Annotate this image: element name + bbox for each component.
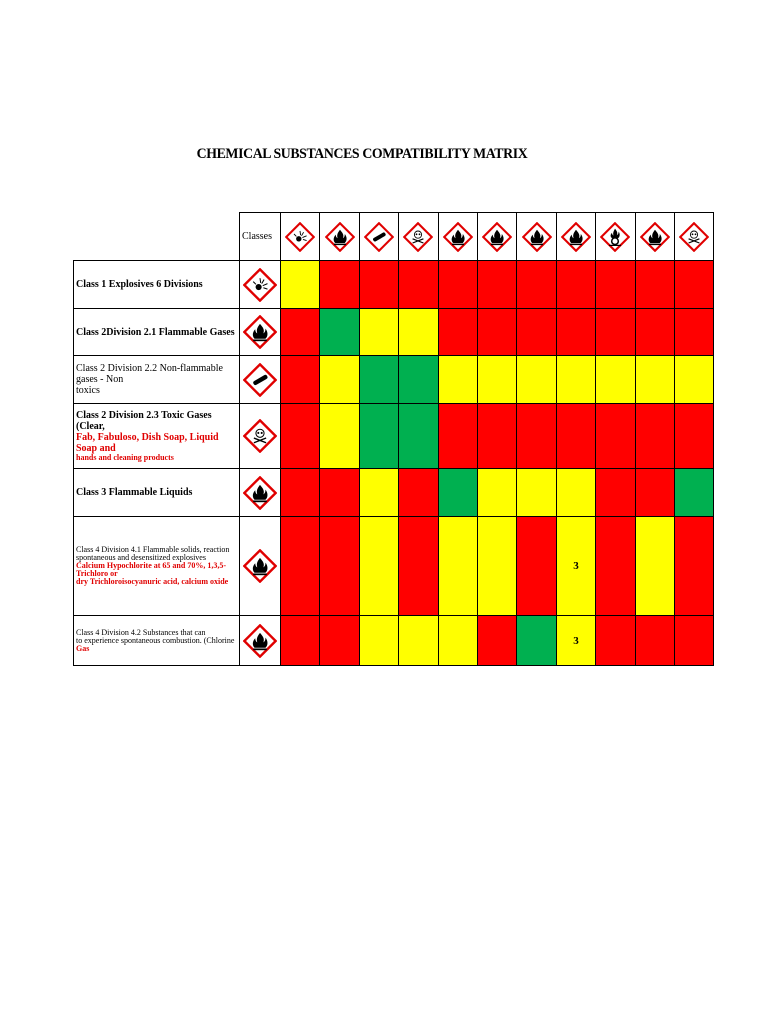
column-header-cell: [674, 212, 714, 261]
matrix-cell: [477, 308, 517, 356]
matrix-cell: [280, 615, 320, 666]
matrix-cell: [438, 308, 478, 356]
flame-icon: [443, 222, 473, 252]
row-icon-cell: [239, 403, 281, 469]
matrix-cell: [516, 516, 556, 616]
matrix-cell: [438, 403, 478, 469]
row-icon-cell: [239, 516, 281, 616]
matrix-cell: [674, 355, 714, 404]
matrix-cell: [319, 355, 359, 404]
matrix-cell: [635, 468, 675, 517]
matrix-cell: [635, 260, 675, 309]
matrix-cell: [477, 516, 517, 616]
row-label-line: Fab, Fabuloso, Dish Soap, Liquid Soap and: [76, 432, 219, 454]
matrix-cell: [319, 308, 359, 356]
row-label: [73, 355, 240, 404]
matrix-cell: [516, 403, 556, 469]
row-label: [73, 615, 240, 666]
column-header-cell: [319, 212, 359, 261]
column-header-cell: [635, 212, 675, 261]
flame-icon: [561, 222, 591, 252]
row-label-line: Class 4 Division 4.2 Substances that can: [76, 627, 206, 637]
row-icon-cell: [239, 260, 281, 309]
matrix-cell: [359, 468, 399, 517]
matrix-cell: [280, 468, 320, 517]
matrix-cell: [438, 468, 478, 517]
matrix-cell: [556, 516, 596, 616]
row-label-line: hands and cleaning products: [76, 453, 174, 462]
matrix-cell: [516, 355, 556, 404]
row-label-line: dry Trichloroisocyanuric acid, calcium oxide: [76, 577, 229, 586]
matrix-cell: [280, 516, 320, 616]
matrix-cell: [556, 355, 596, 404]
row-icon-cell: [239, 355, 281, 404]
matrix-cell: [477, 615, 517, 666]
row-label-line: Calcium Hypochlorite at 65 and 70%, 1,3,5-Trichloro or: [76, 561, 226, 578]
skull-crossbones-icon: [403, 222, 433, 252]
matrix-cell: [398, 260, 438, 309]
column-header-cell: [280, 212, 320, 261]
matrix-cell: [280, 260, 320, 309]
gas-cylinder-icon: [243, 363, 277, 397]
matrix-cell: [398, 516, 438, 616]
flame-icon: [522, 222, 552, 252]
page-title: CHEMICAL SUBSTANCES COMPATIBILITY MATRIX: [196, 146, 528, 162]
matrix-cell: [674, 308, 714, 356]
matrix-cell: [359, 260, 399, 309]
column-header-cell: [359, 212, 399, 261]
matrix-cell: [595, 355, 635, 404]
matrix-cell: [674, 615, 714, 666]
row-label-line: Class 1 Explosives 6 Divisions: [76, 279, 203, 290]
row-label-line: Class 3 Flammable Liquids: [76, 487, 193, 498]
row-label-line: Class 2Division 2.1 Flammable Gases: [76, 326, 235, 338]
row-label: [73, 308, 240, 356]
matrix-cell: [635, 308, 675, 356]
matrix-cell: [280, 355, 320, 404]
flame-icon: [243, 315, 277, 349]
matrix-cell: [556, 308, 596, 356]
matrix-cell: [595, 260, 635, 309]
cell-value: 3: [573, 560, 579, 572]
matrix-cell: [556, 615, 596, 666]
matrix-cell: [398, 615, 438, 666]
flame-icon: [325, 222, 355, 252]
matrix-cell: [674, 403, 714, 469]
cell-value: 3: [573, 634, 579, 647]
matrix-cell: [635, 516, 675, 616]
row-label: [73, 403, 240, 469]
column-header-cell: [398, 212, 438, 261]
matrix-cell: [516, 468, 556, 517]
matrix-cell: [595, 615, 635, 666]
matrix-cell: [556, 468, 596, 517]
matrix-cell: [359, 516, 399, 616]
column-header-cell: [438, 212, 478, 261]
matrix-cell: [359, 403, 399, 469]
flame-icon: [243, 476, 277, 510]
matrix-cell: [319, 615, 359, 666]
exploding-bomb-icon: [243, 268, 277, 302]
row-icon-cell: [239, 468, 281, 517]
row-icon-cell: [239, 615, 281, 666]
matrix-cell: [398, 308, 438, 356]
exploding-bomb-icon: [285, 222, 315, 252]
matrix-cell: [635, 615, 675, 666]
matrix-cell: [280, 308, 320, 356]
gas-cylinder-icon: [364, 222, 394, 252]
matrix-cell: [438, 260, 478, 309]
matrix-cell: [595, 308, 635, 356]
matrix-cell: [516, 260, 556, 309]
matrix-cell: [319, 516, 359, 616]
matrix-cell: [438, 615, 478, 666]
skull-crossbones-icon: [243, 419, 277, 453]
flame-icon: [640, 222, 670, 252]
row-label: [73, 468, 240, 517]
column-header-cell: [516, 212, 556, 261]
matrix-cell: [359, 308, 399, 356]
matrix-cell: [595, 403, 635, 469]
row-label-line: Class 4 Division 4.1 Flammable solids, reaction: [76, 545, 230, 554]
matrix-cell: [595, 516, 635, 616]
row-label-line: toxics: [76, 385, 100, 396]
matrix-cell: [398, 403, 438, 469]
column-header-cell: [595, 212, 635, 261]
flame-icon: [243, 549, 277, 583]
compatibility-matrix: [73, 212, 714, 665]
column-header-cell: [556, 212, 596, 261]
row-label: [73, 516, 240, 616]
column-header-cell: [477, 212, 517, 261]
matrix-cell: [319, 403, 359, 469]
matrix-cell: [556, 260, 596, 309]
skull-crossbones-icon: [679, 222, 709, 252]
matrix-cell: [398, 355, 438, 404]
matrix-cell: [359, 355, 399, 404]
flame-icon: [482, 222, 512, 252]
matrix-cell: [516, 308, 556, 356]
matrix-cell: [635, 355, 675, 404]
flame-icon: [243, 624, 277, 658]
matrix-cell: [516, 615, 556, 666]
matrix-cell: [477, 260, 517, 309]
matrix-cell: [438, 355, 478, 404]
matrix-cell: [595, 468, 635, 517]
matrix-cell: [319, 468, 359, 517]
row-label-line: to experience spontaneous combustion. (Chlorine: [76, 635, 235, 645]
matrix-cell: [477, 355, 517, 404]
matrix-cell: [674, 468, 714, 517]
matrix-cell: [280, 403, 320, 469]
flame-over-circle-icon: [600, 222, 630, 252]
row-label: [73, 260, 240, 309]
matrix-cell: [556, 403, 596, 469]
matrix-cell: [398, 468, 438, 517]
row-icon-cell: [239, 308, 281, 356]
matrix-cell: [635, 403, 675, 469]
matrix-cell: [674, 260, 714, 309]
row-label-line: spontaneous and desensitized explosives: [76, 553, 206, 562]
classes-header: Classes: [239, 212, 281, 261]
matrix-cell: [477, 403, 517, 469]
row-label-line: Class 2 Division 2.3 Toxic Gases (Clear,: [76, 410, 212, 432]
matrix-cell: [438, 516, 478, 616]
matrix-cell: [477, 468, 517, 517]
matrix-cell: [674, 516, 714, 616]
row-label-line: Class 2 Division 2.2 Non-flammable gases - Non: [76, 363, 223, 385]
matrix-cell: [319, 260, 359, 309]
matrix-cell: [359, 615, 399, 666]
row-label-line: Gas: [76, 643, 90, 653]
